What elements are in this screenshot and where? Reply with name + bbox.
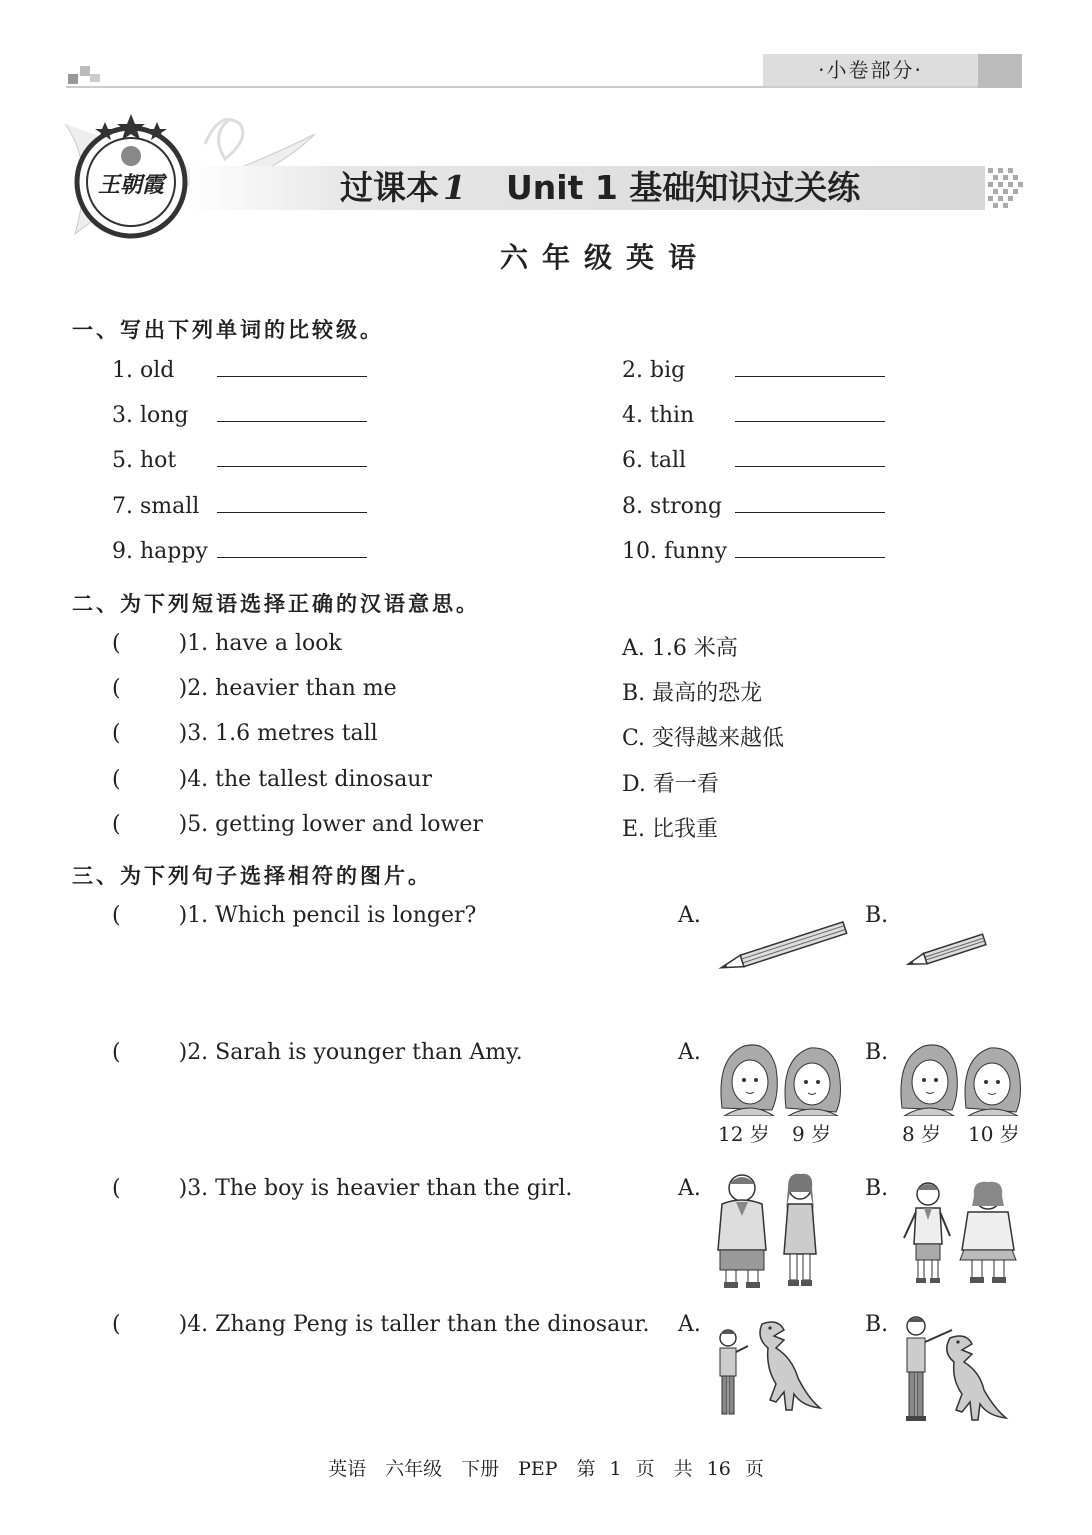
paren-close: ) (178, 1040, 188, 1065)
p3-sentence: 4. Zhang Peng is taller than the dinosaur. (187, 1312, 650, 1337)
title-dots (988, 166, 1024, 210)
girl-face (901, 1045, 957, 1116)
p2-phrase: 2. heavier than me (187, 676, 397, 701)
answer-blank[interactable] (217, 539, 367, 558)
title-number: 1 (443, 168, 466, 207)
long-pencil-image[interactable] (712, 918, 852, 978)
girls-image-a[interactable] (714, 1038, 844, 1116)
p2-phrase: 3. 1.6 metres tall (187, 721, 378, 746)
paren-close: ) (178, 631, 188, 656)
q4-option-b-label: B. (865, 1312, 889, 1337)
slim-boy (904, 1183, 950, 1283)
p3-sentence: 3. The boy is heavier than the girl. (187, 1176, 573, 1201)
p2-row-3 (112, 721, 378, 746)
p3-sentence: 1. Which pencil is longer? (187, 903, 477, 928)
girl-face (785, 1048, 841, 1116)
paren-open: ( (112, 767, 121, 792)
p1-item-4: 4. thin (622, 403, 885, 428)
subtitle: 六年级英语 (499, 241, 710, 274)
age-label-b2: 10 岁 (968, 1122, 1020, 1146)
dinosaur-figure (947, 1336, 1006, 1420)
paren-close: ) (178, 903, 188, 928)
answer-blank[interactable] (735, 539, 885, 558)
p1-item-8: 8. strong (622, 494, 885, 519)
section-tag-block (978, 54, 1022, 88)
dinosaur-figure (760, 1322, 820, 1410)
slim-girl (784, 1174, 816, 1286)
p2-option-a: A. 1.6 米高 (622, 636, 738, 661)
paren-close: ) (178, 1176, 188, 1201)
p2-option-e: E. 比我重 (622, 817, 719, 842)
short-pencil-image[interactable] (902, 930, 992, 972)
title-rest: Unit 1 基础知识过关练 (505, 168, 861, 207)
paren-close: ) (178, 721, 188, 746)
q2-option-b-label: B. (865, 1040, 889, 1065)
header-rule (66, 86, 1022, 88)
part1-heading: 一、写出下列单词的比较级。 (72, 318, 384, 342)
answer-blank[interactable] (217, 358, 367, 377)
p1-item-1: 1. old (112, 358, 367, 383)
q3-option-b-label: B. (865, 1176, 889, 1201)
girl-face (965, 1048, 1021, 1116)
paren-open: ( (112, 903, 121, 928)
boy-girl-image-b[interactable] (898, 1178, 1024, 1288)
paren-close: ) (178, 812, 188, 837)
answer-blank[interactable] (217, 494, 367, 513)
boy-figure (906, 1317, 952, 1421)
paren-open: ( (112, 631, 121, 656)
p2-row-1 (112, 631, 342, 656)
age-label-a2: 9 岁 (792, 1122, 832, 1146)
p1-item-5: 5. hot (112, 448, 367, 473)
paren-open: ( (112, 1312, 121, 1337)
paren-open: ( (112, 676, 121, 701)
paren-open: ( (112, 1040, 121, 1065)
p2-option-d: D. 看一看 (622, 772, 719, 797)
p2-phrase: 1. have a look (187, 631, 342, 656)
paren-close: ) (178, 676, 188, 701)
p1-item-3: 3. long (112, 403, 367, 428)
p3-row-3 (112, 1176, 572, 1201)
p3-row-4 (112, 1312, 649, 1337)
answer-blank[interactable] (735, 448, 885, 467)
paren-open: ( (112, 1176, 121, 1201)
p3-row-1 (112, 903, 476, 928)
p2-option-c: C. 变得越来越低 (622, 726, 785, 751)
paren-open: ( (112, 721, 121, 746)
logo-text: 王朝霞 (97, 172, 165, 198)
part2-heading: 二、为下列短语选择正确的汉语意思。 (72, 592, 480, 616)
girl-face (721, 1045, 777, 1116)
q2-option-a-label: A. (678, 1040, 701, 1065)
q1-option-b-label: B. (865, 903, 889, 928)
paren-close: ) (178, 767, 188, 792)
answer-blank[interactable] (735, 403, 885, 422)
heavy-girl (960, 1182, 1016, 1283)
p2-phrase: 4. the tallest dinosaur (187, 767, 432, 792)
p1-item-2: 2. big (622, 358, 885, 383)
p1-item-7: 7. small (112, 494, 367, 519)
paren-open: ( (112, 812, 121, 837)
p1-item-10: 10. funny (622, 539, 885, 564)
answer-blank[interactable] (217, 403, 367, 422)
section-tag: ·小卷部分· (763, 54, 978, 86)
paren-close: ) (178, 1312, 188, 1337)
q1-option-a-label: A. (678, 903, 701, 928)
p2-row-4 (112, 767, 432, 792)
p2-row-2 (112, 676, 397, 701)
p1-item-6: 6. tall (622, 448, 885, 473)
title-prefix: 过课本 (340, 168, 439, 207)
boy-girl-image-a[interactable] (712, 1170, 842, 1292)
heavy-boy (718, 1175, 766, 1288)
girls-image-b[interactable] (894, 1038, 1024, 1116)
q3-option-a-label: A. (678, 1176, 701, 1201)
p2-row-5 (112, 812, 483, 837)
boy-figure (720, 1330, 748, 1414)
answer-blank[interactable] (735, 494, 885, 513)
answer-blank[interactable] (735, 358, 885, 377)
answer-blank[interactable] (217, 448, 367, 467)
age-label-b1: 8 岁 (902, 1122, 942, 1146)
boy-dinosaur-image-a[interactable] (712, 1318, 832, 1422)
q4-option-a-label: A. (678, 1312, 701, 1337)
p3-row-2 (112, 1040, 523, 1065)
page-title (340, 166, 860, 210)
boy-dinosaur-image-b[interactable] (896, 1314, 1016, 1426)
part3-heading: 三、为下列句子选择相符的图片。 (72, 864, 432, 888)
page-footer: 英语 六年级 下册 PEP 第 1 页 共 16 页 (328, 1458, 764, 1480)
p2-option-b: B. 最高的恐龙 (622, 681, 763, 706)
p3-sentence: 2. Sarah is younger than Amy. (187, 1040, 523, 1065)
p2-phrase: 5. getting lower and lower (187, 812, 483, 837)
age-label-a1: 12 岁 (718, 1122, 770, 1146)
p1-item-9: 9. happy (112, 539, 367, 564)
